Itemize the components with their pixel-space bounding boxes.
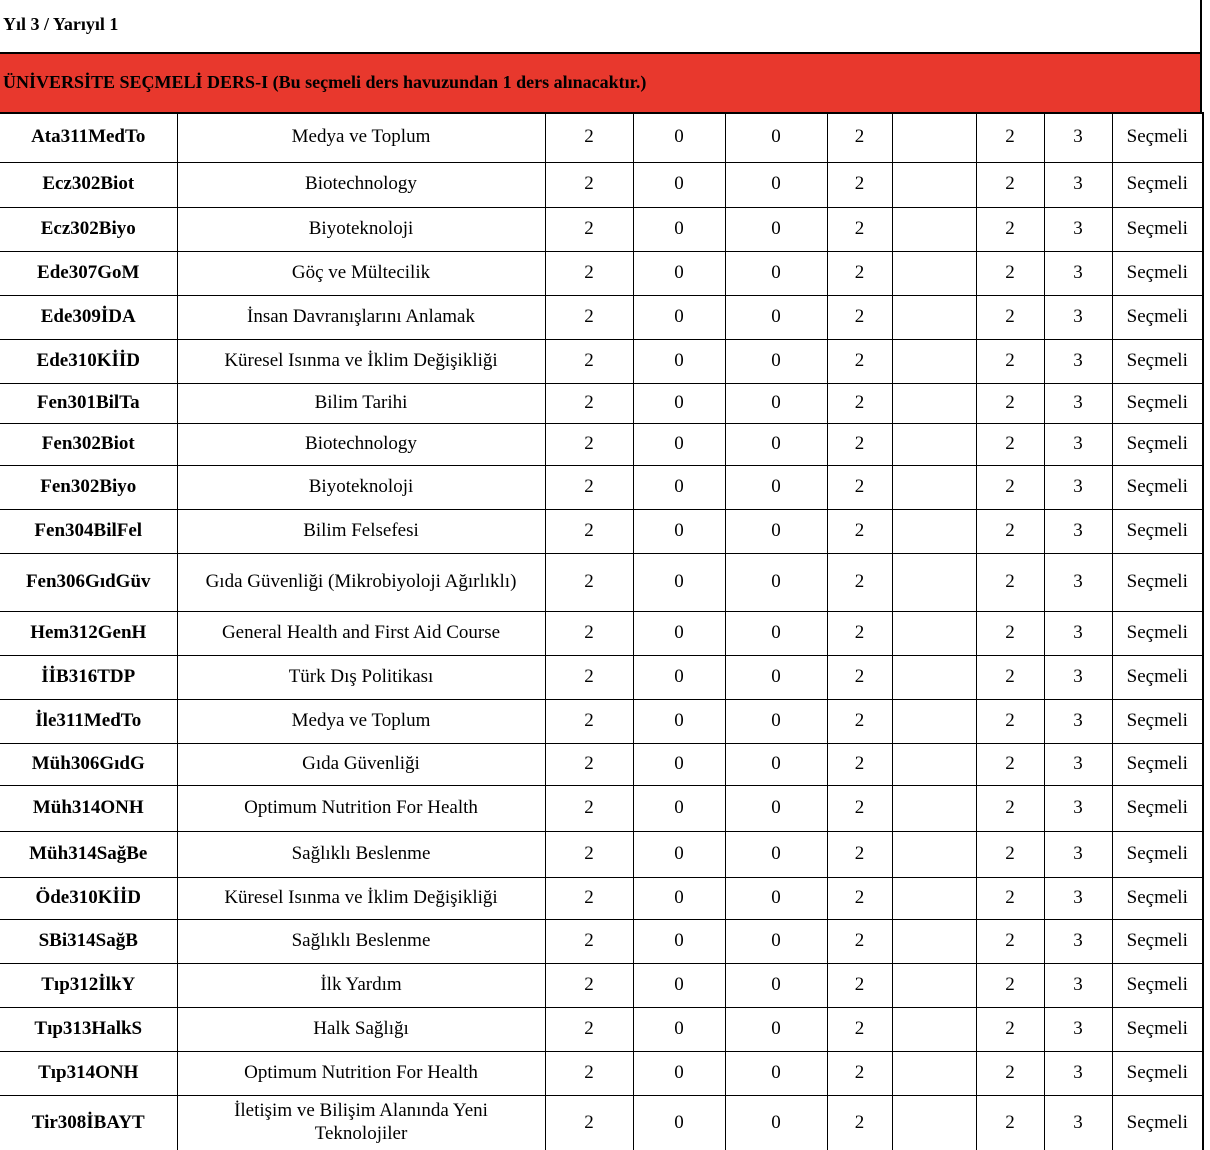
lab-hours-cell: 0 [725, 743, 827, 785]
course-type-cell: Seçmeli [1112, 207, 1203, 251]
lab-hours-cell: 0 [725, 877, 827, 919]
theory-hours-cell: 2 [545, 465, 633, 509]
course-code-cell: İle311MedTo [0, 699, 177, 743]
table-row [0, 877, 1203, 919]
lab-hours-cell: 0 [725, 553, 827, 611]
blank-cell [892, 162, 976, 207]
table-row [0, 295, 1203, 339]
lab-hours-cell: 0 [725, 423, 827, 465]
blank-cell [892, 785, 976, 831]
course-table [0, 112, 1204, 1150]
credit-cell: 2 [827, 611, 892, 655]
table-row [0, 1095, 1203, 1150]
lab-hours-cell: 0 [725, 509, 827, 553]
credit-cell: 2 [827, 383, 892, 423]
course-name-cell: Optimum Nutrition For Health [177, 785, 545, 831]
blank-cell [892, 831, 976, 877]
credit-cell: 2 [827, 919, 892, 963]
local-credit-cell: 2 [976, 785, 1044, 831]
course-name-cell: Küresel Isınma ve İklim Değişikliği [177, 339, 545, 383]
theory-hours-cell: 2 [545, 207, 633, 251]
theory-hours-cell: 2 [545, 339, 633, 383]
course-name-cell: Biotechnology [177, 162, 545, 207]
practice-hours-cell: 0 [633, 383, 725, 423]
ects-cell: 3 [1044, 383, 1112, 423]
page-title: Yıl 3 / Yarıyıl 1 [3, 14, 119, 34]
local-credit-cell: 2 [976, 295, 1044, 339]
course-code-cell: Müh314ONH [0, 785, 177, 831]
course-name-cell: Küresel Isınma ve İklim Değişikliği [177, 877, 545, 919]
practice-hours-cell: 0 [633, 207, 725, 251]
practice-hours-cell: 0 [633, 423, 725, 465]
theory-hours-cell: 2 [545, 611, 633, 655]
course-code-cell: Ecz302Biot [0, 162, 177, 207]
table-row [0, 251, 1203, 295]
ects-cell: 3 [1044, 113, 1112, 162]
course-name-cell: General Health and First Aid Course [177, 611, 545, 655]
lab-hours-cell: 0 [725, 611, 827, 655]
course-code-cell: Müh306GıdG [0, 743, 177, 785]
course-name-cell: Gıda Güvenliği [177, 743, 545, 785]
blank-cell [892, 877, 976, 919]
lab-hours-cell: 0 [725, 251, 827, 295]
theory-hours-cell: 2 [545, 877, 633, 919]
table-row [0, 785, 1203, 831]
lab-hours-cell: 0 [725, 113, 827, 162]
course-type-cell: Seçmeli [1112, 509, 1203, 553]
practice-hours-cell: 0 [633, 509, 725, 553]
course-type-cell: Seçmeli [1112, 553, 1203, 611]
credit-cell: 2 [827, 785, 892, 831]
course-name-cell: Göç ve Mültecilik [177, 251, 545, 295]
theory-hours-cell: 2 [545, 1007, 633, 1051]
ects-cell: 3 [1044, 295, 1112, 339]
course-type-cell: Seçmeli [1112, 162, 1203, 207]
table-row [0, 743, 1203, 785]
ects-cell: 3 [1044, 1051, 1112, 1095]
credit-cell: 2 [827, 251, 892, 295]
ects-cell: 3 [1044, 553, 1112, 611]
elective-banner [0, 54, 1202, 112]
practice-hours-cell: 0 [633, 611, 725, 655]
practice-hours-cell: 0 [633, 963, 725, 1007]
credit-cell: 2 [827, 1095, 892, 1150]
course-type-cell: Seçmeli [1112, 655, 1203, 699]
course-type-cell: Seçmeli [1112, 339, 1203, 383]
ects-cell: 3 [1044, 162, 1112, 207]
theory-hours-cell: 2 [545, 743, 633, 785]
lab-hours-cell: 0 [725, 1007, 827, 1051]
ects-cell: 3 [1044, 1095, 1112, 1150]
lab-hours-cell: 0 [725, 963, 827, 1007]
practice-hours-cell: 0 [633, 251, 725, 295]
local-credit-cell: 2 [976, 877, 1044, 919]
theory-hours-cell: 2 [545, 295, 633, 339]
course-name-cell: İnsan Davranışlarını Anlamak [177, 295, 545, 339]
theory-hours-cell: 2 [545, 509, 633, 553]
table-row [0, 207, 1203, 251]
course-type-cell: Seçmeli [1112, 919, 1203, 963]
lab-hours-cell: 0 [725, 699, 827, 743]
credit-cell: 2 [827, 207, 892, 251]
theory-hours-cell: 2 [545, 919, 633, 963]
table-row [0, 509, 1203, 553]
blank-cell [892, 655, 976, 699]
ects-cell: 3 [1044, 919, 1112, 963]
practice-hours-cell: 0 [633, 1051, 725, 1095]
course-name-cell: Gıda Güvenliği (Mikrobiyoloji Ağırlıklı) [177, 553, 545, 611]
course-code-cell: Fen301BilTa [0, 383, 177, 423]
table-row [0, 423, 1203, 465]
course-code-cell: Tıp314ONH [0, 1051, 177, 1095]
course-code-cell: Ata311MedTo [0, 113, 177, 162]
practice-hours-cell: 0 [633, 113, 725, 162]
table-row [0, 553, 1203, 611]
local-credit-cell: 2 [976, 383, 1044, 423]
theory-hours-cell: 2 [545, 423, 633, 465]
course-name-cell: Sağlıklı Beslenme [177, 919, 545, 963]
local-credit-cell: 2 [976, 919, 1044, 963]
ects-cell: 3 [1044, 963, 1112, 1007]
credit-cell: 2 [827, 509, 892, 553]
course-type-cell: Seçmeli [1112, 743, 1203, 785]
theory-hours-cell: 2 [545, 963, 633, 1007]
practice-hours-cell: 0 [633, 655, 725, 699]
course-code-cell: Müh314SağBe [0, 831, 177, 877]
practice-hours-cell: 0 [633, 339, 725, 383]
ects-cell: 3 [1044, 785, 1112, 831]
ects-cell: 3 [1044, 1007, 1112, 1051]
course-type-cell: Seçmeli [1112, 465, 1203, 509]
course-name-cell: Medya ve Toplum [177, 699, 545, 743]
blank-cell [892, 919, 976, 963]
course-name-cell: Bilim Felsefesi [177, 509, 545, 553]
course-code-cell: Hem312GenH [0, 611, 177, 655]
credit-cell: 2 [827, 295, 892, 339]
course-type-cell: Seçmeli [1112, 251, 1203, 295]
course-type-cell: Seçmeli [1112, 785, 1203, 831]
course-code-cell: Fen306GıdGüv [0, 553, 177, 611]
practice-hours-cell: 0 [633, 785, 725, 831]
course-type-cell: Seçmeli [1112, 611, 1203, 655]
local-credit-cell: 2 [976, 339, 1044, 383]
practice-hours-cell: 0 [633, 1095, 725, 1150]
theory-hours-cell: 2 [545, 383, 633, 423]
theory-hours-cell: 2 [545, 831, 633, 877]
ects-cell: 3 [1044, 611, 1112, 655]
credit-cell: 2 [827, 553, 892, 611]
course-type-cell: Seçmeli [1112, 113, 1203, 162]
theory-hours-cell: 2 [545, 251, 633, 295]
local-credit-cell: 2 [976, 655, 1044, 699]
course-name-cell: Halk Sağlığı [177, 1007, 545, 1051]
blank-cell [892, 509, 976, 553]
course-type-cell: Seçmeli [1112, 831, 1203, 877]
local-credit-cell: 2 [976, 743, 1044, 785]
blank-cell [892, 743, 976, 785]
lab-hours-cell: 0 [725, 1095, 827, 1150]
blank-cell [892, 113, 976, 162]
course-name-cell [177, 1095, 545, 1150]
course-code-cell: İİB316TDP [0, 655, 177, 699]
local-credit-cell: 2 [976, 423, 1044, 465]
lab-hours-cell: 0 [725, 339, 827, 383]
blank-cell [892, 423, 976, 465]
theory-hours-cell: 2 [545, 553, 633, 611]
blank-cell [892, 1095, 976, 1150]
practice-hours-cell: 0 [633, 465, 725, 509]
course-name-cell: Optimum Nutrition For Health [177, 1051, 545, 1095]
theory-hours-cell: 2 [545, 785, 633, 831]
blank-cell [892, 611, 976, 655]
table-row [0, 162, 1203, 207]
course-type-cell: Seçmeli [1112, 1007, 1203, 1051]
course-code-cell: Ede309İDA [0, 295, 177, 339]
lab-hours-cell: 0 [725, 1051, 827, 1095]
theory-hours-cell: 2 [545, 655, 633, 699]
local-credit-cell: 2 [976, 1051, 1044, 1095]
local-credit-cell: 2 [976, 553, 1044, 611]
course-type-cell: Seçmeli [1112, 1051, 1203, 1095]
course-name-text: İletişim ve Bilişim Alanında Yeni Teknolojiler [234, 1100, 488, 1144]
credit-cell: 2 [827, 339, 892, 383]
course-name-cell: Biyoteknoloji [177, 465, 545, 509]
ects-cell: 3 [1044, 877, 1112, 919]
table-row [0, 1051, 1203, 1095]
blank-cell [892, 963, 976, 1007]
ects-cell: 3 [1044, 509, 1112, 553]
credit-cell: 2 [827, 1007, 892, 1051]
table-row [0, 963, 1203, 1007]
blank-cell [892, 699, 976, 743]
ects-cell: 3 [1044, 251, 1112, 295]
theory-hours-cell: 2 [545, 1051, 633, 1095]
course-code-cell: SBi314SağB [0, 919, 177, 963]
course-type-cell: Seçmeli [1112, 383, 1203, 423]
course-code-cell: Ede307GoM [0, 251, 177, 295]
credit-cell: 2 [827, 877, 892, 919]
local-credit-cell: 2 [976, 509, 1044, 553]
table-row [0, 1007, 1203, 1051]
course-name-cell: Sağlıklı Beslenme [177, 831, 545, 877]
credit-cell: 2 [827, 655, 892, 699]
course-code-cell: Fen304BilFel [0, 509, 177, 553]
year-semester-header [0, 0, 1202, 54]
practice-hours-cell: 0 [633, 1007, 725, 1051]
course-code-cell: Öde310KİİD [0, 877, 177, 919]
table-row [0, 699, 1203, 743]
blank-cell [892, 465, 976, 509]
course-code-cell: Tir308İBAYT [0, 1095, 177, 1150]
ects-cell: 3 [1044, 207, 1112, 251]
blank-cell [892, 1051, 976, 1095]
course-name-cell: Bilim Tarihi [177, 383, 545, 423]
local-credit-cell: 2 [976, 611, 1044, 655]
local-credit-cell: 2 [976, 831, 1044, 877]
table-row [0, 611, 1203, 655]
ects-cell: 3 [1044, 831, 1112, 877]
lab-hours-cell: 0 [725, 465, 827, 509]
blank-cell [892, 251, 976, 295]
credit-cell: 2 [827, 831, 892, 877]
table-row [0, 919, 1203, 963]
ects-cell: 3 [1044, 465, 1112, 509]
course-name-cell: Medya ve Toplum [177, 113, 545, 162]
lab-hours-cell: 0 [725, 831, 827, 877]
course-code-cell: Ecz302Biyo [0, 207, 177, 251]
practice-hours-cell: 0 [633, 831, 725, 877]
practice-hours-cell: 0 [633, 295, 725, 339]
lab-hours-cell: 0 [725, 919, 827, 963]
course-name-cell: İlk Yardım [177, 963, 545, 1007]
credit-cell: 2 [827, 162, 892, 207]
lab-hours-cell: 0 [725, 785, 827, 831]
blank-cell [892, 295, 976, 339]
ects-cell: 3 [1044, 423, 1112, 465]
theory-hours-cell: 2 [545, 699, 633, 743]
blank-cell [892, 553, 976, 611]
course-name-cell: Türk Dış Politikası [177, 655, 545, 699]
ects-cell: 3 [1044, 339, 1112, 383]
course-name-cell: Biyoteknoloji [177, 207, 545, 251]
ects-cell: 3 [1044, 655, 1112, 699]
credit-cell: 2 [827, 699, 892, 743]
course-code-cell: Fen302Biot [0, 423, 177, 465]
table-row [0, 831, 1203, 877]
blank-cell [892, 207, 976, 251]
credit-cell: 2 [827, 465, 892, 509]
credit-cell: 2 [827, 113, 892, 162]
course-type-cell: Seçmeli [1112, 295, 1203, 339]
local-credit-cell: 2 [976, 1007, 1044, 1051]
local-credit-cell: 2 [976, 251, 1044, 295]
course-code-cell: Fen302Biyo [0, 465, 177, 509]
course-type-cell: Seçmeli [1112, 877, 1203, 919]
practice-hours-cell: 0 [633, 743, 725, 785]
blank-cell [892, 1007, 976, 1051]
local-credit-cell: 2 [976, 207, 1044, 251]
course-type-cell: Seçmeli [1112, 963, 1203, 1007]
course-code-cell: Tıp312İlkY [0, 963, 177, 1007]
banner-text: ÜNİVERSİTE SEÇMELİ DERS-I (Bu seçmeli ders havuzundan 1 ders alınacaktır.) [3, 72, 647, 92]
course-type-cell: Seçmeli [1112, 423, 1203, 465]
credit-cell: 2 [827, 423, 892, 465]
local-credit-cell: 2 [976, 162, 1044, 207]
course-type-cell: Seçmeli [1112, 699, 1203, 743]
local-credit-cell: 2 [976, 699, 1044, 743]
lab-hours-cell: 0 [725, 162, 827, 207]
course-type-cell: Seçmeli [1112, 1095, 1203, 1150]
practice-hours-cell: 0 [633, 162, 725, 207]
table-row [0, 465, 1203, 509]
blank-cell [892, 383, 976, 423]
course-code-cell: Tıp313HalkS [0, 1007, 177, 1051]
local-credit-cell: 2 [976, 113, 1044, 162]
theory-hours-cell: 2 [545, 113, 633, 162]
ects-cell: 3 [1044, 743, 1112, 785]
lab-hours-cell: 0 [725, 655, 827, 699]
table-row [0, 339, 1203, 383]
table-row [0, 383, 1203, 423]
local-credit-cell: 2 [976, 1095, 1044, 1150]
course-name-cell: Biotechnology [177, 423, 545, 465]
lab-hours-cell: 0 [725, 383, 827, 423]
practice-hours-cell: 0 [633, 553, 725, 611]
blank-cell [892, 339, 976, 383]
credit-cell: 2 [827, 743, 892, 785]
practice-hours-cell: 0 [633, 877, 725, 919]
practice-hours-cell: 0 [633, 919, 725, 963]
table-row [0, 113, 1203, 162]
credit-cell: 2 [827, 1051, 892, 1095]
local-credit-cell: 2 [976, 963, 1044, 1007]
lab-hours-cell: 0 [725, 295, 827, 339]
theory-hours-cell: 2 [545, 162, 633, 207]
lab-hours-cell: 0 [725, 207, 827, 251]
local-credit-cell: 2 [976, 465, 1044, 509]
course-code-cell: Ede310KİİD [0, 339, 177, 383]
table-row [0, 655, 1203, 699]
ects-cell: 3 [1044, 699, 1112, 743]
credit-cell: 2 [827, 963, 892, 1007]
practice-hours-cell: 0 [633, 699, 725, 743]
theory-hours-cell: 2 [545, 1095, 633, 1150]
